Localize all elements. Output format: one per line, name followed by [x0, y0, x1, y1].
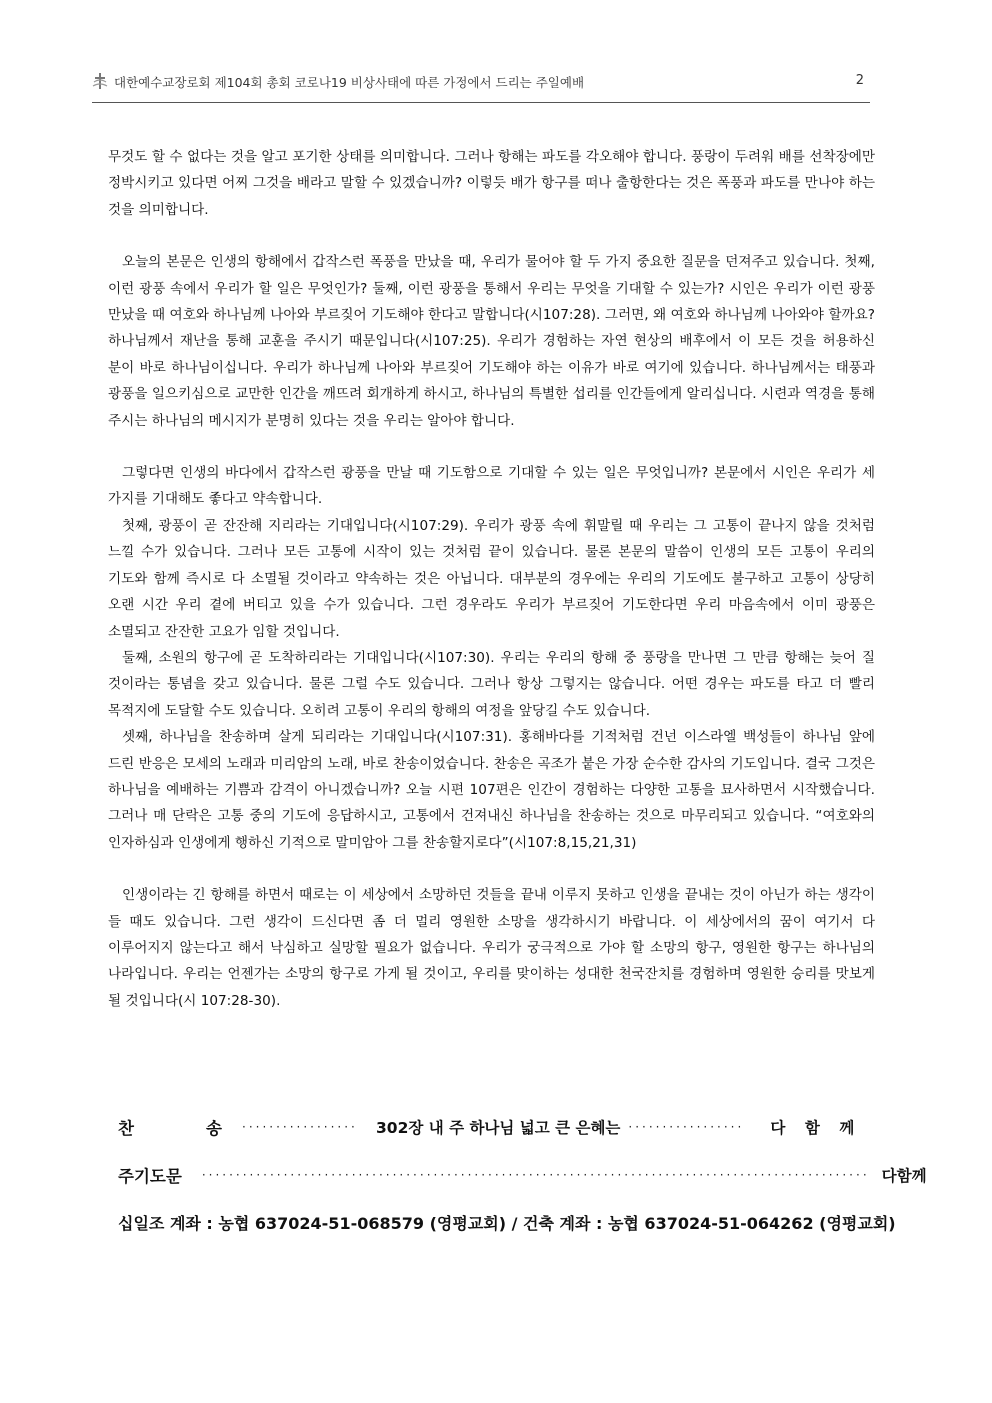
- header-title: 대한예수교장로회 제104회 총회 코로나19 비상사태에 따른 가정에서 드리는 주일예배: [114, 75, 585, 90]
- lords-prayer-performer: 다 함 께: [881, 1167, 927, 1185]
- paragraph-4: 첫째, 광풍이 곧 잔잔해 지리라는 기대입니다(시107:29). 우리가 광풍 속에 휘말릴 때 우리는 그 고통이 끝나지 않을 것처럼 느낄 수가 있습니다. 그러나 모든 고통에 시작이 있는 것처럼 끝이 있습니다. 물론 본문의 말씀이 인생의 모든 고통이 우리의 기도와 함께 즉시로 다 소멸될 것이라고 약속하는 것은 아닙니다. 대부분의 경우에는 우리의 기도에도 불구하고 고통이 상당히 오랜 시간 우리 곁에 버티고 있을 수가 있습니다. 그런 경우라도 우리가 부르짖어 기도한다면 우리 마음속에서 이미 광풍은 소멸되고 잔잔한 고요가 임할 것입니다.: [108, 517, 875, 640]
- paragraph-1: 무것도 할 수 없다는 것을 알고 포기한 상태를 의미합니다. 그러나 항해는 파도를 각오해야 합니다. 풍랑이 두려워 배를 선착장에만 정박시키고 있다면 어찌 그것을 배라고 말할 수 있겠습니까? 이렇듯 배가 항구를 떠나 출항한다는 것은 폭풍과 파도를 만나야 하는 것을 의미합니다.: [108, 149, 875, 218]
- cross-emblem-icon: [92, 72, 108, 90]
- paragraph-5: 둘째, 소원의 항구에 곧 도착하리라는 기대입니다(시107:30). 우리는 우리의 항해 중 풍랑을 만나면 그 만큼 항해는 늦어 질 것이라는 통념을 갖고 있습니다. 물론 그럴 수도 있습니다. 그러나 항상 그렇지는 않습니다. 어떤 경우는 파도를 타고 더 빨리 목적지에 도달할 수도 있습니다. 오히려 고통이 우리의 항해의 여정을 앞당길 수도 있습니다.: [108, 649, 875, 719]
- paragraph-6: 셋째, 하나님을 찬송하며 살게 되리라는 기대입니다(시107:31). 홍해바다를 기적처럼 건넌 이스라엘 백성들이 하나님 앞에 드린 반응은 모세의 노래과 미리암의 노래, 바로 찬송이었습니다. 찬송은 곡조가 붙은 가장 순수한 감사의 기도입니다. 결국 그것은 하나님을 예배하는 기쁨과 감격이 아니겠습니까? 오늘 시편 107편은 인간이 경험하는 다양한 고통을 묘사하면서 시작했습니다. 그러나 매 단락은 고통 중의 기도에 응답하시고, 고통에서 건져내신 하나님을 찬송하는 것으로 마무리되고 있습니다. “여호와의 인자하심과 인생에게 행하신 기적으로 말미암아 그를 찬송할지로다”(시107:8,15,21,31): [108, 729, 875, 851]
- paragraph-7: 인생이라는 긴 항해를 하면서 때로는 이 세상에서 소망하던 것들을 끝내 이루지 못하고 인생을 끝내는 것이 아닌가 하는 생각이 들 때도 있습니다. 그런 생각이 드신다면 좀 더 멀리 영원한 소망을 생각하시기 바랍니다. 이 세상에서의 꿈이 여기서 다 이루어지지 않는다고 해서 낙심하고 실망할 필요가 없습니다. 우리가 궁극적으로 가야 할 소망의 항구, 영원한 항구는 하나님의 나라입니다. 우리는 언젠가는 소망의 항구로 가게 될 것이고, 우리를 맞이하는 성대한 천국잔치를 경험하며 영원한 승리를 맛보게 될 것입니다(시 107:28-30).: [108, 887, 875, 1009]
- leader-dots: ··································································································: [201, 1168, 870, 1182]
- lords-prayer-row: [118, 1160, 927, 1190]
- offering-accounts: 십일조 계좌 : 농협 637024-51-068579 (영평교회) / 건축 계좌 : 농협 637024-51-064262 (영평교회): [118, 1214, 896, 1233]
- leader-dots: ·················: [242, 1120, 358, 1134]
- page-number: 2: [855, 73, 864, 88]
- hymn-performer: 다 함 께: [770, 1119, 855, 1137]
- leader-dots: ·················: [628, 1120, 745, 1134]
- lords-prayer-label: 주 기 도 문: [118, 1167, 182, 1186]
- hymn-label: 찬 송: [118, 1119, 222, 1138]
- paragraph-3: 그렇다면 인생의 바다에서 갑작스런 광풍을 만날 때 기도함으로 기대할 수 있는 일은 무엇입니까? 본문에서 시인은 우리가 세 가지를 기대해도 좋다고 약속합니다.: [108, 465, 875, 508]
- hymn-title: 302장 내 주 하나님 넓고 큰 은혜는: [376, 1119, 621, 1137]
- paragraph-2: 오늘의 본문은 인생의 항해에서 갑작스런 폭풍을 만났을 때, 우리가 물어야 할 두 가지 중요한 질문을 던져주고 있습니다. 첫째, 이런 광풍 속에서 우리가 할 일은 무엇인가? 둘째, 이런 광풍을 통해서 우리는 무엇을 기대할 수 있는가? 시인은 우리가 이런 광풍 만났을 때 여호와 하나님께 나아와 부르짖어 기도해야 한다고 말합니다(시107:28). 그러면, 왜 여호와 하나님께 나아와야 할까요? 하나님께서 재난을 통해 교훈을 주시기 때문입니다(시107:25). 우리가 경험하는 자연 현상의 배후에서 이 모든 것을 허용하신 분이 바로 하나님이십니다. 우리가 하나님께 나아와 부르짖어 기도해야 하는 이유가 바로 여기에 있습니다. 하나님께서는 태풍과 광풍을 일으키심으로 교만한 인간을 깨뜨려 회개하게 하시고, 하나님의 특별한 섭리를 인간들에게 알리십니다. 시련과 역경을 통해 주시는 하나님의 메시지가 분명히 있다는 것을 우리는 알아야 합니다.: [108, 254, 875, 429]
- page-header: [92, 62, 870, 103]
- sermon-body: [108, 144, 875, 1014]
- hymn-row: [118, 1112, 876, 1142]
